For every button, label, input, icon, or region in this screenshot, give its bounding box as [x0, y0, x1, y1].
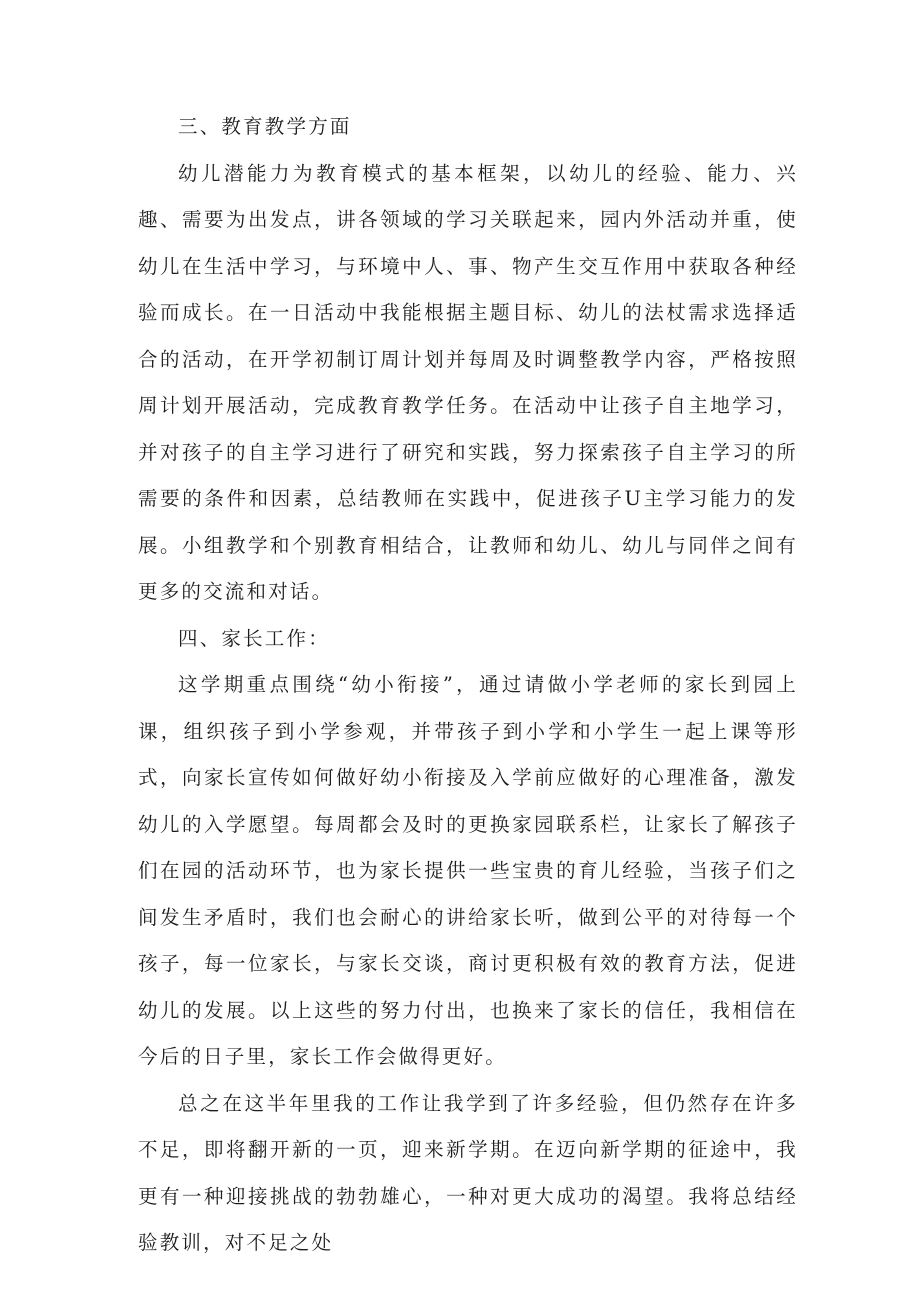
section-heading-education: 三、教育教学方面	[178, 115, 352, 138]
document-body	[138, 104, 798, 1267]
section-heading-parents: 四、家长工作：	[178, 626, 330, 650]
paragraph-education: 幼儿潜能力为教育模式的基本框架，以幼儿的经验、能力、兴趣、需要为出发点，讲各领域的学习关联起来，园内外活动并重，使幼儿在生活中学习，与环境中人、事、物产生交互作用中获取各种经验而成长。在一日活动中我能根据主题目标、幼儿的法杖需求选择适合的活动，在开学初制订周计划并每周及时调整教学内容，严格按照周计划开展活动，完成教育教学任务。在活动中让孩子自主地学习，并对孩子的自主学习进行了研究和实践，努力探索孩子自主学习的所需要的条件和因素，总结教师在实践中，促进孩子U主学习能力的发展。小组教学和个别教育相结合，让教师和幼儿、幼儿与同伴之间有更多的交流和对话。	[138, 161, 798, 603]
paragraph-summary: 总之在这半年里我的工作让我学到了许多经验，但仍然存在许多不足，即将翻开新的一页，迎来新学期。在迈向新学期的征途中，我更有一种迎接挑战的勃勃雄心，一种对更大成功的渴望。我将总结经验教训，对不足之处	[138, 1091, 798, 1254]
paragraph-parents: 这学期重点围绕“幼小衔接”，通过请做小学老师的家长到园上课，组织孩子到小学参观，并带孩子到小学和小学生一起上课等形式，向家长宣传如何做好幼小衔接及入学前应做好的心理准备，激发幼儿的入学愿望。每周都会及时的更换家园联系栏，让家长了解孩子们在园的活动环节，也为家长提供一些宝贵的育儿经验，当孩子们之间发生矛盾时，我们也会耐心的讲给家长听，做到公平的对待每一个孩子，每一位家长，与家长交谈，商讨更积极有效的教育方法，促进幼儿的发展。以上这些的努力付出，也换来了家长的信任，我相信在今后的日子里，家长工作会做得更好。	[138, 673, 798, 1068]
